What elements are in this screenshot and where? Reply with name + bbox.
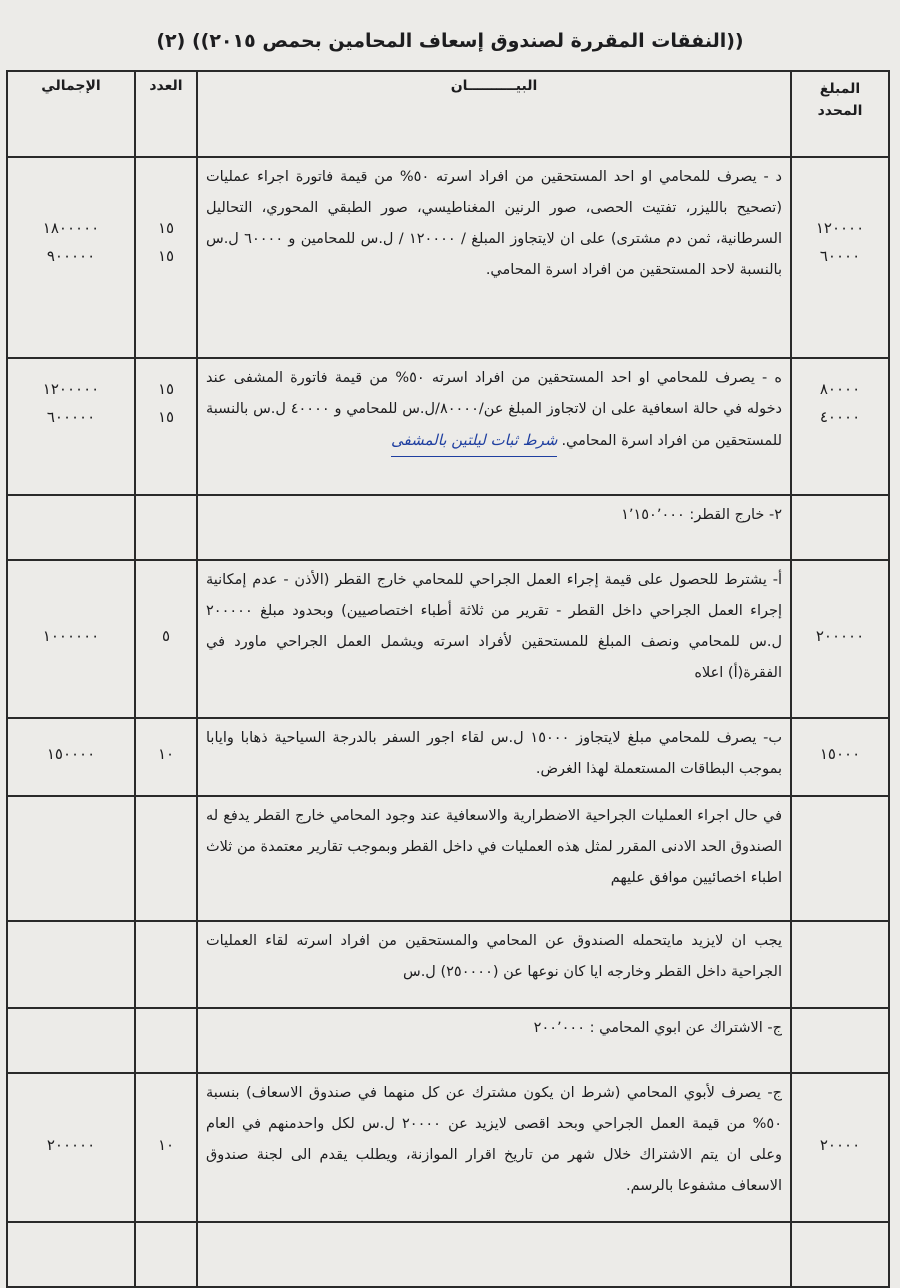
statement-text: ٢- خارج القطر: ١٬١٥٠٬٠٠٠ bbox=[621, 507, 782, 523]
table-row bbox=[7, 796, 889, 921]
count-cell-value: ١٥ bbox=[157, 219, 175, 237]
table-row bbox=[7, 921, 889, 1008]
total-cell-value: ٦٠٠٠٠٠ bbox=[46, 408, 96, 426]
statement-cell bbox=[197, 1008, 791, 1073]
total-cell bbox=[7, 1008, 135, 1073]
amount-cell bbox=[791, 157, 889, 358]
count-cell bbox=[135, 1073, 197, 1222]
statement-text: د - يصرف للمحامي او احد المستحقين من افراد اسرته ٥٠% من قيمة فاتورة اجراء عمليات (تصحيح بالليزر، تفتيت الحصى، صور الرنين المغناطيسي، صور الطبقي المحوري، التحاليل السرطانية، ثمن دم مشترى) على ان لايتجاوز المبلغ / ١٢٠٠٠٠ / ل.س للمحامين و ٦٠٠٠٠ ل.س بالنسبة لاحد المستحقين من افراد اسرة المحامي. bbox=[206, 169, 782, 278]
total-cell bbox=[7, 495, 135, 560]
table-row bbox=[7, 358, 889, 495]
count-cell bbox=[135, 718, 197, 796]
count-cell-value: ١٠ bbox=[157, 745, 175, 763]
amount-cell bbox=[791, 358, 889, 495]
total-cell bbox=[7, 560, 135, 718]
total-cell bbox=[7, 796, 135, 921]
table-row bbox=[7, 1222, 889, 1287]
total-cell-value: ١٨٠٠٠٠٠ bbox=[42, 219, 100, 237]
statement-text: يجب ان لايزيد مايتحمله الصندوق عن المحامي والمستحقين من افراد اسرته لقاء العمليات الجراحية داخل القطر وخارجه ايا كان نوعها عن (٢٥٠٠٠٠) ل.س bbox=[206, 933, 782, 980]
statement-cell bbox=[197, 1073, 791, 1222]
statement-text: في حال اجراء العمليات الجراحية الاضطرارية والاسعافية عند وجود المحامي خارج القطر يدفع له الصندوق الحد الادنى المقرر لمثل هذه العمليات في داخل القطر وبموجب تقارير معتمدة من ثلاث اطباء اخصائيين موافق عليهم bbox=[206, 808, 782, 886]
count-cell bbox=[135, 1008, 197, 1073]
count-cell bbox=[135, 560, 197, 718]
amount-cell-value: ٢٠٠٠٠٠ bbox=[815, 627, 865, 645]
amount-cell-value: ٦٠٠٠٠ bbox=[819, 247, 861, 265]
statement-cell bbox=[197, 495, 791, 560]
statement-text: ج- يصرف لأبوي المحامي (شرط ان يكون مشترك عن كل منهما في صندوق الاسعاف) بنسبة ٥٠% من قيمة العمل الجراحي وبحد اقصى لايزيد عن ٢٠٠٠٠ ل.س لكل واحدمنهم في العام وعلى ان يتم الاشتراك خلال شهر من تاريخ اقرار الموازنة، ويطلب يقدم الى لجنة صندوق الاسعاف مشفوعا بالرسم. bbox=[206, 1085, 782, 1194]
statement-cell bbox=[197, 560, 791, 718]
total-cell bbox=[7, 718, 135, 796]
header-statement: البيــــــــــان bbox=[197, 71, 791, 157]
table-row bbox=[7, 1008, 889, 1073]
page-title: ((النفقات المقررة لصندوق إسعاف المحامين بحمص ٢٠١٥)) (٢) bbox=[156, 30, 744, 52]
statement-text: ج- الاشتراك عن ابوي المحامي : ٢٠٠٬٠٠٠ bbox=[533, 1020, 782, 1036]
total-cell bbox=[7, 358, 135, 495]
total-cell-value: ١٢٠٠٠٠٠ bbox=[42, 380, 100, 398]
statement-text: ب- يصرف للمحامي مبلغ لايتجاوز ١٥٠٠٠ ل.س لقاء اجور السفر بالدرجة السياحية ذهابا وايابا بموجب البطاقات المستعملة لهذا الغرض. bbox=[206, 730, 782, 777]
total-cell-value: ١٥٠٠٠٠ bbox=[46, 745, 96, 763]
count-cell bbox=[135, 157, 197, 358]
total-cell bbox=[7, 1073, 135, 1222]
statement-cell bbox=[197, 921, 791, 1008]
handwritten-note: شرط ثبات ليلتين بالمشفى bbox=[391, 425, 557, 457]
amount-cell-value: ١٥٠٠٠ bbox=[819, 745, 861, 763]
table-header-row bbox=[7, 71, 889, 157]
statement-cell bbox=[197, 157, 791, 358]
amount-cell-value: ٤٠٠٠٠ bbox=[819, 408, 861, 426]
statement-cell bbox=[197, 358, 791, 495]
total-cell bbox=[7, 157, 135, 358]
amount-cell-value: ٢٠٠٠٠ bbox=[819, 1135, 861, 1154]
count-cell bbox=[135, 495, 197, 560]
table-row bbox=[7, 1073, 889, 1222]
table-row bbox=[7, 718, 889, 796]
total-cell-value: ١٠٠٠٠٠٠ bbox=[42, 627, 100, 645]
amount-cell bbox=[791, 1222, 889, 1287]
amount-cell-value: ١٢٠٠٠٠ bbox=[815, 219, 865, 237]
statement-cell bbox=[197, 718, 791, 796]
header-count: العدد bbox=[135, 71, 197, 157]
count-cell-value: ١٥ bbox=[157, 247, 175, 265]
amount-cell bbox=[791, 796, 889, 921]
count-cell bbox=[135, 921, 197, 1008]
table-row bbox=[7, 495, 889, 560]
table-row bbox=[7, 560, 889, 718]
amount-cell bbox=[791, 560, 889, 718]
amount-cell-value: ٨٠٠٠٠ bbox=[819, 380, 861, 398]
statement-text: أ- يشترط للحصول على قيمة إجراء العمل الجراحي للمحامي خارج القطر (الأذن - عدم إمكانية إجراء العمل الجراحي داخل القطر - تقرير من ثلاثة أطباء اختصاصيين) وبحدود مبلغ ٢٠٠٠٠٠ ل.س للمحامي ونصف المبلغ للمستحقين لأفراد اسرته ويشمل العمل الجراحي ماورد في الفقرة(أ) اعلاه bbox=[206, 572, 782, 681]
count-cell bbox=[135, 358, 197, 495]
count-cell-value: ١٥ bbox=[157, 408, 175, 426]
count-cell bbox=[135, 796, 197, 921]
header-total: الإجمالي bbox=[7, 71, 135, 157]
count-cell-value: ٥ bbox=[161, 627, 171, 645]
count-cell-value: ١٠ bbox=[157, 1135, 175, 1154]
statement-cell bbox=[197, 796, 791, 921]
count-cell-value: ١٥ bbox=[157, 380, 175, 398]
statement-cell bbox=[197, 1222, 791, 1287]
amount-cell bbox=[791, 1073, 889, 1222]
amount-cell bbox=[791, 921, 889, 1008]
expenses-table bbox=[6, 70, 890, 1288]
total-cell bbox=[7, 921, 135, 1008]
total-cell-value: ٩٠٠٠٠٠ bbox=[46, 247, 96, 265]
total-cell-value: ٢٠٠٠٠٠ bbox=[46, 1135, 96, 1154]
amount-cell bbox=[791, 495, 889, 560]
table-row bbox=[7, 157, 889, 358]
amount-cell bbox=[791, 718, 889, 796]
header-amount: المبلغ المحدد bbox=[791, 71, 889, 157]
amount-cell bbox=[791, 1008, 889, 1073]
count-cell bbox=[135, 1222, 197, 1287]
total-cell bbox=[7, 1222, 135, 1287]
statement-text: ه - يصرف للمحامي او احد المستحقين من افراد اسرته ٥٠% من قيمة فاتورة المشفى عند دخوله في حالة اسعافية على ان لاتجاوز المبلغ عن/٨٠٠٠٠/ل.س للمحامي و ٤٠٠٠٠ ل.س بالنسبة للمستحقين من افراد اسرة المحامي. bbox=[206, 370, 782, 449]
